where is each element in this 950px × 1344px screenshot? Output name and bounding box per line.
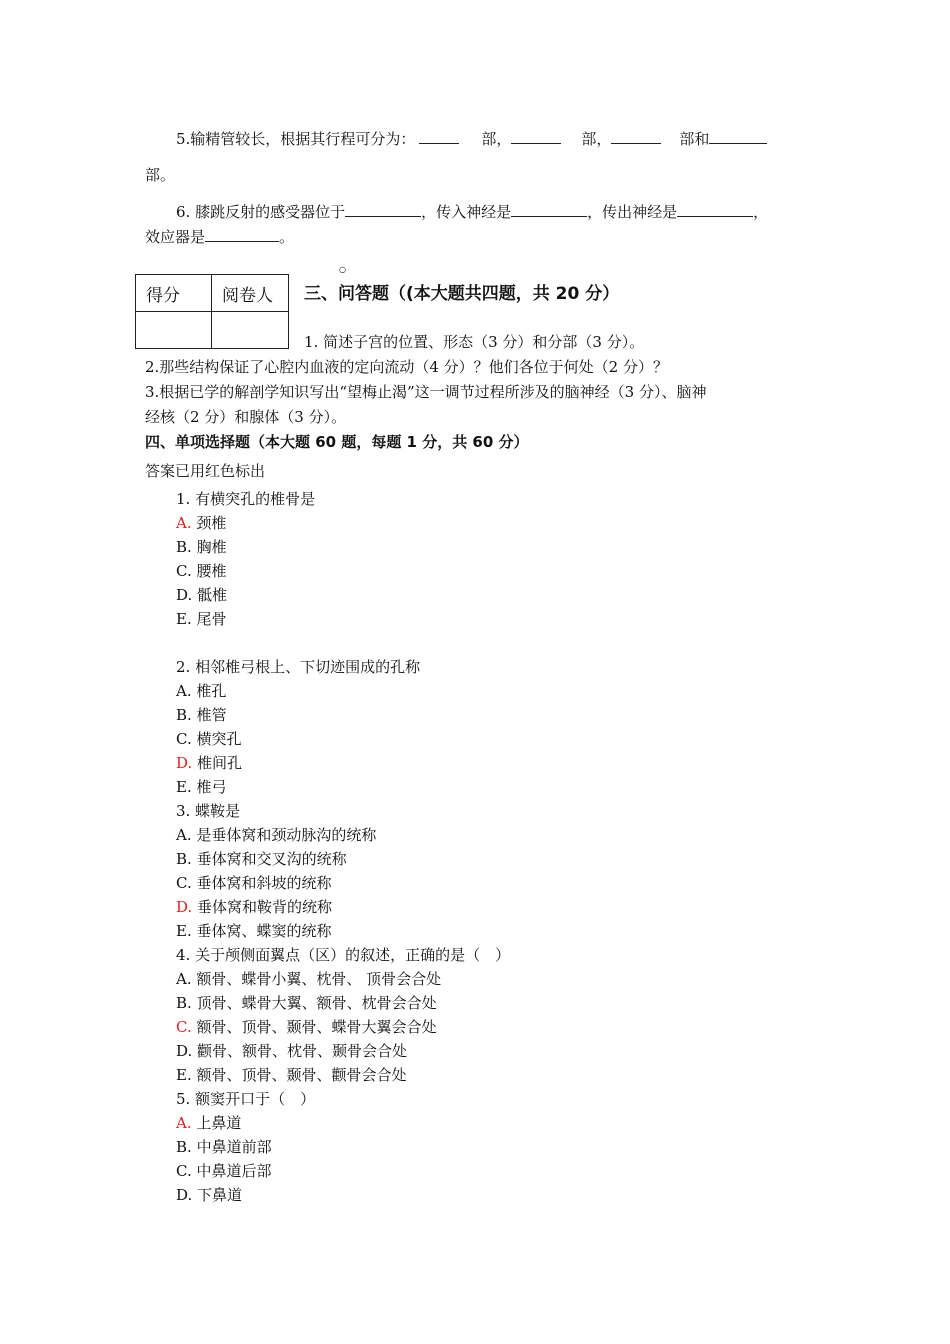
score-header: 得分 — [136, 275, 212, 312]
answer-blank — [205, 225, 279, 242]
option-letter: B. — [176, 850, 192, 868]
option-letter: E. — [176, 778, 192, 796]
mcq-option — [176, 825, 376, 845]
answer-blank — [511, 127, 561, 144]
mcq-option — [176, 1137, 272, 1157]
option-letter: B. — [176, 994, 192, 1012]
option-letter: D. — [176, 1186, 193, 1204]
option-text: 横突孔 — [196, 730, 242, 748]
option-text: 颧骨、额骨、枕骨、颞骨会合处 — [197, 1042, 408, 1060]
option-letter: B. — [176, 1138, 192, 1156]
option-text: 额骨、蝶骨小翼、枕骨、 顶骨会合处 — [196, 970, 442, 988]
mcq-option — [176, 777, 227, 797]
option-text: 上鼻道 — [196, 1114, 242, 1132]
answer-blank — [511, 200, 587, 217]
option-text: 中鼻道后部 — [196, 1162, 272, 1180]
stray-dot: ○ — [339, 265, 346, 274]
fill-question-6 — [176, 200, 768, 222]
mcq-option — [176, 1065, 407, 1085]
mcq-option — [176, 897, 332, 917]
option-text: 骶椎 — [197, 586, 228, 604]
question-text: 部， — [581, 130, 612, 148]
option-text: 中鼻道前部 — [196, 1138, 272, 1156]
mcq-option — [176, 561, 227, 581]
mcq-option — [176, 753, 242, 773]
option-text: 下鼻道 — [197, 1186, 243, 1204]
mcq-stem-5: 5. 额窦开口于（ ） — [176, 1090, 316, 1108]
option-letter: A. — [176, 682, 192, 700]
mcq-option — [176, 513, 226, 533]
score-table — [135, 274, 289, 349]
question-text: 效应器是 — [145, 228, 206, 246]
option-letter: A. — [176, 826, 192, 844]
reviewer-cell — [212, 312, 289, 349]
question-text: ， — [753, 203, 769, 221]
mcq-option — [176, 681, 226, 701]
option-letter-correct: D. — [176, 898, 193, 916]
option-letter: A. — [176, 970, 192, 988]
answer-blank — [419, 127, 459, 144]
question-text: ，传出神经是 — [587, 203, 678, 221]
option-text: 椎管 — [196, 706, 227, 724]
option-text: 额骨、顶骨、颞骨、颧骨会合处 — [196, 1066, 407, 1084]
question-text: 部， — [481, 130, 512, 148]
question-text: 。 — [279, 228, 295, 246]
section-4-heading: 四、单项选择题（本大题 60 题，每题 1 分，共 60 分） — [145, 433, 529, 451]
option-text: 胸椎 — [196, 538, 227, 556]
option-letter: C. — [176, 562, 192, 580]
option-letter: C. — [176, 1162, 192, 1180]
mcq-stem-1: 1. 有横突孔的椎骨是 — [176, 490, 316, 508]
question-text: 5.输精管较长，根据其行程可分为： — [176, 130, 416, 148]
answer-blank — [345, 200, 421, 217]
answer-note: 答案已用红色标出 — [145, 462, 266, 480]
option-letter: D. — [176, 586, 193, 604]
option-text: 腰椎 — [196, 562, 227, 580]
option-text: 椎间孔 — [197, 754, 243, 772]
option-text: 垂体窝和交叉沟的统称 — [196, 850, 347, 868]
question-text: ，传入神经是 — [421, 203, 512, 221]
mcq-option — [176, 1161, 272, 1181]
mcq-option — [176, 921, 332, 941]
fill-question-6-cont — [145, 225, 294, 247]
mcq-option — [176, 873, 332, 893]
mcq-stem-2: 2. 相邻椎弓根上、下切迹围成的孔称 — [176, 658, 421, 676]
option-letter-correct: C. — [176, 1018, 192, 1036]
mcq-option — [176, 993, 437, 1013]
option-letter: D. — [176, 1042, 193, 1060]
option-text: 顶骨、蝶骨大翼、额骨、枕骨会合处 — [196, 994, 437, 1012]
question-text: 部和 — [679, 130, 710, 148]
essay-question-3: 3.根据已学的解剖学知识写出“望梅止渴”这一调节过程所涉及的脑神经（3 分）、脑神 — [145, 383, 707, 401]
answer-blank — [611, 127, 661, 144]
essay-question-2: 2.那些结构保证了心腔内血液的定向流动（4 分）？他们各位于何处（2 分）？ — [145, 358, 668, 376]
section-3-heading: 三、问答题（(本大题共四题，共 20 分） — [304, 284, 620, 304]
mcq-option — [176, 1113, 241, 1133]
option-text: 垂体窝、蝶窦的统称 — [196, 922, 332, 940]
mcq-option — [176, 1185, 242, 1205]
answer-blank — [709, 127, 767, 144]
mcq-option — [176, 585, 227, 605]
option-letter: E. — [176, 610, 192, 628]
option-letter: B. — [176, 706, 192, 724]
mcq-option — [176, 969, 441, 989]
option-text: 椎弓 — [196, 778, 227, 796]
option-text: 颈椎 — [196, 514, 227, 532]
mcq-stem-4: 4. 关于颅侧面翼点（区）的叙述，正确的是（ ） — [176, 946, 511, 964]
option-text: 是垂体窝和颈动脉沟的统称 — [196, 826, 377, 844]
option-letter: B. — [176, 538, 192, 556]
option-letter-correct: A. — [176, 1114, 192, 1132]
mcq-option — [176, 537, 227, 557]
fill-question-5 — [176, 127, 767, 149]
reviewer-header: 阅卷人 — [212, 275, 289, 312]
option-letter: C. — [176, 730, 192, 748]
mcq-option — [176, 849, 347, 869]
essay-question-3-cont: 经核（2 分）和腺体（3 分）。 — [145, 408, 347, 426]
score-cell — [136, 312, 212, 349]
mcq-option — [176, 1017, 437, 1037]
option-text: 垂体窝和斜坡的统称 — [196, 874, 332, 892]
option-letter-correct: D. — [176, 754, 193, 772]
option-letter-correct: A. — [176, 514, 192, 532]
option-text: 椎孔 — [196, 682, 227, 700]
option-text: 尾骨 — [196, 610, 227, 628]
option-text: 额骨、顶骨、颞骨、蝶骨大翼会合处 — [196, 1018, 437, 1036]
option-letter: E. — [176, 1066, 192, 1084]
mcq-option — [176, 729, 242, 749]
option-letter: C. — [176, 874, 192, 892]
question-text: 6. 膝跳反射的感受器位于 — [176, 203, 346, 221]
fill-question-5-cont: 部。 — [145, 166, 176, 184]
mcq-stem-3: 3. 蝶鞍是 — [176, 802, 241, 820]
option-text: 垂体窝和鞍背的统称 — [197, 898, 333, 916]
mcq-option — [176, 1041, 407, 1061]
essay-question-1: 1. 简述子宫的位置、形态（3 分）和分部（3 分）。 — [304, 333, 645, 351]
mcq-option — [176, 609, 227, 629]
answer-blank — [677, 200, 753, 217]
mcq-option — [176, 705, 227, 725]
option-letter: E. — [176, 922, 192, 940]
